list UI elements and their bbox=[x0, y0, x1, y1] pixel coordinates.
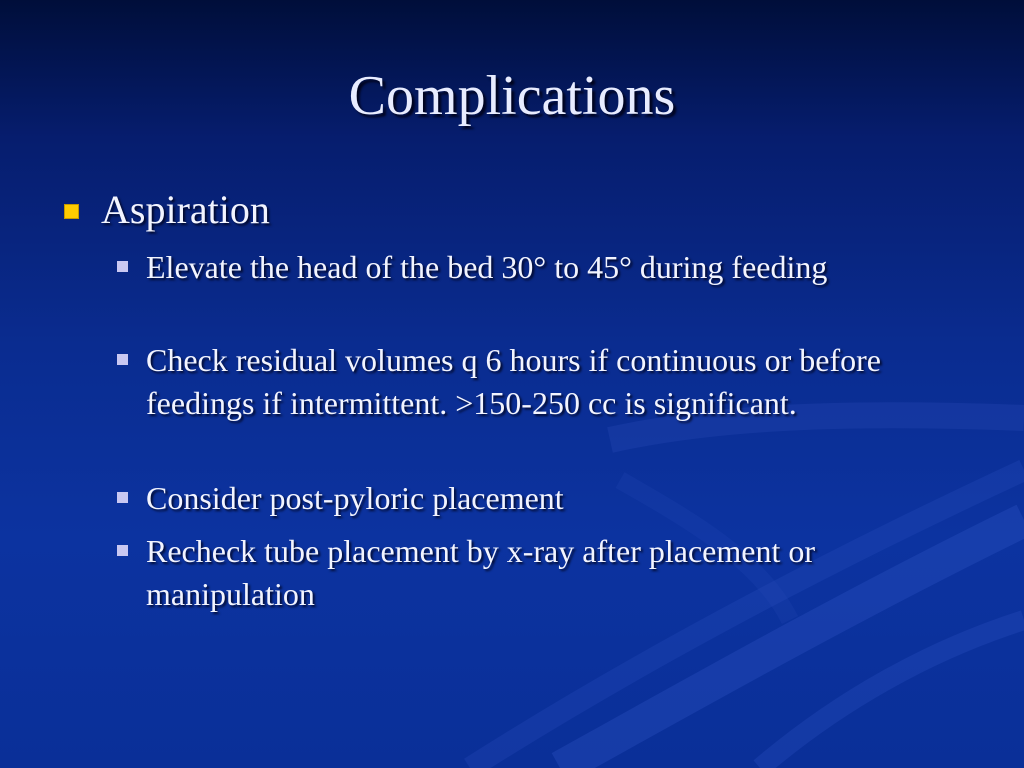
sub-bullet-text: Elevate the head of the bed 30° to 45° during feeding bbox=[146, 249, 828, 285]
square-bullet-icon bbox=[64, 204, 79, 219]
sub-bullet-text: Check residual volumes q 6 hours if continuous or before feedings if intermittent. >150-250 cc is significant. bbox=[146, 342, 881, 421]
square-bullet-icon bbox=[117, 261, 128, 272]
sub-bullet-text: Recheck tube placement by x-ray after placement or manipulation bbox=[146, 533, 815, 612]
square-bullet-icon bbox=[117, 545, 128, 556]
square-bullet-icon bbox=[117, 492, 128, 503]
sub-bullet-text: Consider post-pyloric placement bbox=[146, 480, 564, 516]
bullet-text: Aspiration bbox=[101, 187, 270, 232]
square-bullet-icon bbox=[117, 354, 128, 365]
slide-title: Complications bbox=[348, 65, 676, 127]
